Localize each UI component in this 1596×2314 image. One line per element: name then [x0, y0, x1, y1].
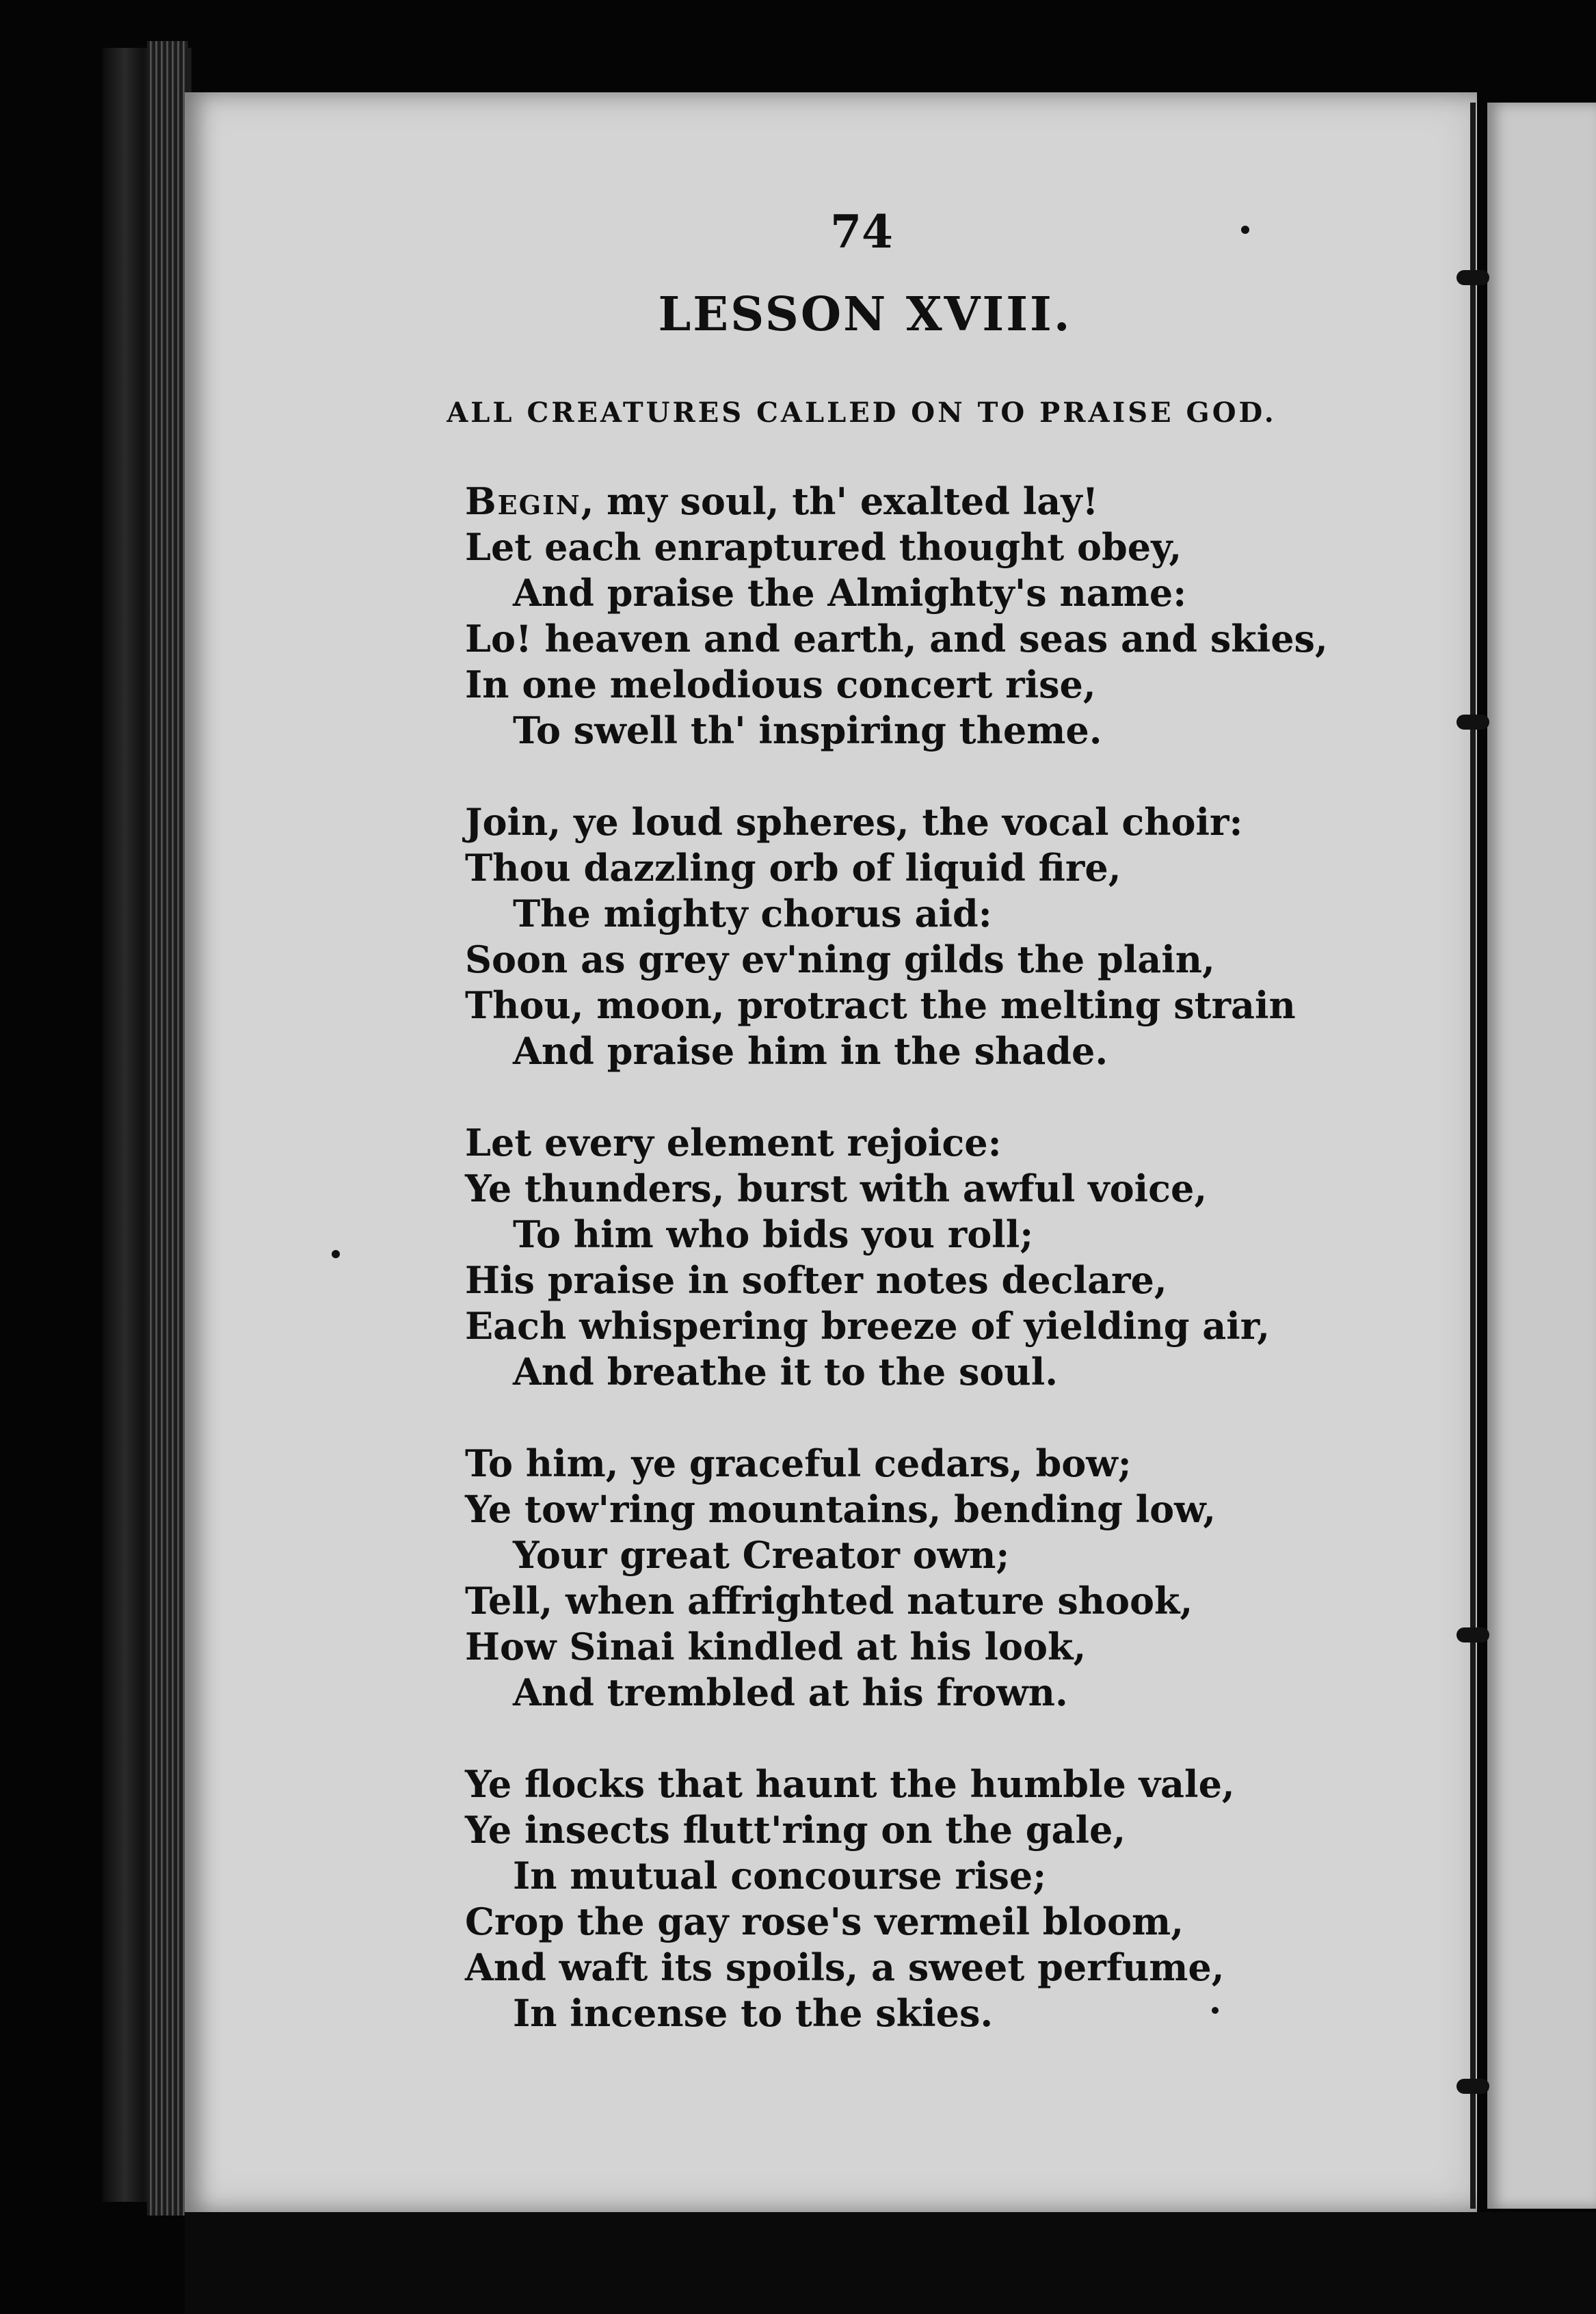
poem-line: And waft its spoils, a sweet perfume, [465, 1945, 1225, 1989]
poem-line: Ye thunders, burst with awful voice, [465, 1167, 1208, 1210]
poem-line: And praise the Almighty's name: [513, 571, 1187, 615]
poem-line: Let each enraptured thought obey, [465, 525, 1182, 569]
poem-line: In mutual concourse rise; [513, 1854, 1047, 1898]
poem-line: In one melodious concert rise, [465, 663, 1096, 706]
poem-stanza [465, 799, 1354, 1074]
poem-line: Begin, my soul, th' exalted lay! [465, 479, 1099, 523]
poem-line: Crop the gay rose's vermeil bloom, [465, 1900, 1184, 1943]
poem-line: Join, ye loud spheres, the vocal choir: [465, 800, 1243, 844]
poem-line: And breathe it to the soul. [513, 1350, 1059, 1394]
lesson-subtitle: ALL CREATURES CALLED ON TO PRAISE GOD. [447, 397, 1277, 429]
poem [465, 479, 1354, 2036]
poem-line: Ye flocks that haunt the humble vale, [465, 1762, 1235, 1806]
poem-line: Thou dazzling orb of liquid fire, [465, 846, 1121, 890]
poem-line: In incense to the skies. [513, 1991, 994, 2035]
lesson-title: LESSON XVIII. [658, 287, 1072, 342]
poem-stanza [465, 1761, 1354, 2036]
opening-word: Begin [465, 479, 581, 523]
poem-line: Lo! heaven and earth, and seas and skies, [465, 617, 1328, 661]
poem-stanza [465, 1120, 1354, 1395]
poem-line: Soon as grey ev'ning gilds the plain, [465, 937, 1215, 981]
poem-line: To swell th' inspiring theme. [513, 708, 1102, 752]
poem-line: Thou, moon, protract the melting strain [465, 983, 1296, 1027]
poem-line: To him, ye graceful cedars, bow; [465, 1441, 1132, 1485]
poem-line: And praise him in the shade. [513, 1029, 1108, 1073]
poem-line: To him who bids you roll; [513, 1212, 1034, 1256]
poem-line: How Sinai kindled at his look, [465, 1625, 1087, 1668]
poem-stanza [465, 479, 1354, 754]
page-number: 74 [830, 205, 893, 258]
poem-line: Let every element rejoice: [465, 1121, 1002, 1165]
poem-line: Your great Creator own; [513, 1533, 1010, 1577]
poem-line: Ye tow'ring mountains, bending low, [465, 1487, 1216, 1531]
poem-line: His praise in softer notes declare, [465, 1258, 1167, 1302]
poem-line: And trembled at his frown. [513, 1671, 1068, 1714]
poem-line: The mighty chorus aid: [513, 892, 992, 935]
poem-line: Ye insects flutt'ring on the gale, [465, 1808, 1126, 1852]
poem-line: Each whispering breeze of yielding air, [465, 1304, 1271, 1348]
poem-stanza [465, 1441, 1354, 1716]
poem-line: Tell, when affrighted nature shook, [465, 1579, 1193, 1623]
